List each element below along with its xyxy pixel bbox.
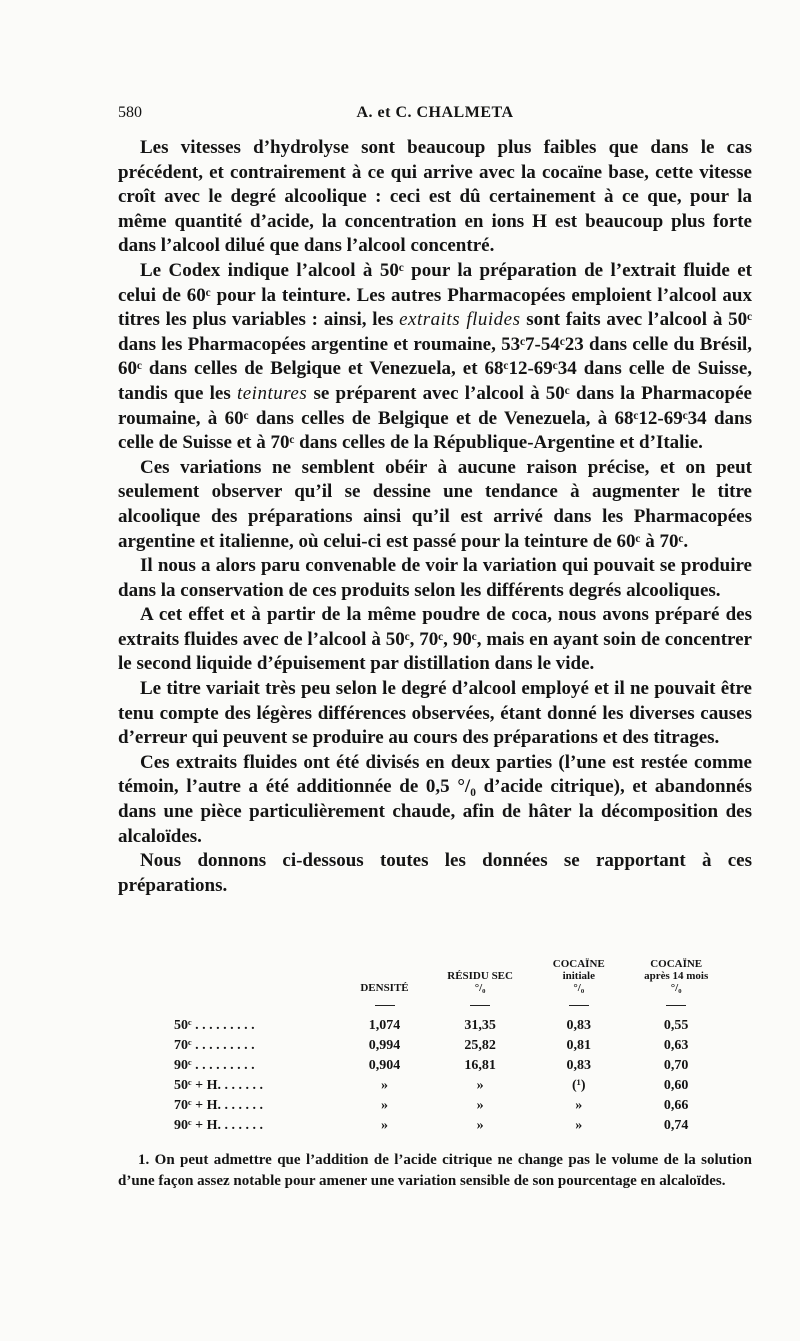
table-cell [174, 996, 344, 1016]
footnote-text: 1. On peut admettre que l’addition de l’acide citrique ne change pas le volume de la solution d’une façon assez notable pour amener une variation sensible de son pourcentage en alcaloïdes. [118, 1152, 752, 1189]
table-header-row [174, 958, 730, 996]
paragraph: Ces variations ne semblent obéir à aucune raison précise, et on peut seulement observer qu’il se dessine une tendance à augmenter le titre alcoolique des préparations ainsi qu’il est arrivé dans les Pharmacopées argentine et italienne, où celui-ci est passé pour la teinture de 60ᶜ à 70ᶜ. [118, 456, 752, 552]
table-cell: 0,994 [368, 1038, 401, 1053]
dash-rule [569, 1005, 589, 1006]
table-cell: 0,66 [663, 1098, 689, 1113]
paragraph [118, 259, 752, 456]
page-number: 580 [118, 104, 142, 121]
table-row [174, 1076, 730, 1096]
table-cell: » [476, 1118, 484, 1133]
table-header: DENSITÉ [360, 982, 409, 994]
table-cell: » [575, 1118, 583, 1133]
table-cell: » [476, 1098, 484, 1113]
table-cell: 0,904 [368, 1058, 401, 1073]
table-cell: 0,70 [663, 1058, 689, 1073]
table-row [174, 1056, 730, 1076]
footnote [118, 1150, 752, 1192]
page-header [118, 104, 752, 126]
table-cell: » [381, 1078, 388, 1093]
paragraph: Le titre variait très peu selon le degré d’alcool employé et il ne pouvait être tenu compte des légères différences observées, étant donné les diverses causes d’erreur qui peuvent se produire au cours des préparations et des titrages. [118, 678, 752, 749]
italic-term: extraits fluides [399, 309, 521, 331]
row-label: 90ᶜ . . . . . . . . . [174, 1058, 255, 1073]
table-header: COCAÏNE après 14 mois °/₀ [644, 958, 709, 994]
table-cell: » [381, 1118, 388, 1133]
table-row [174, 1036, 730, 1056]
paragraph-text: se préparent avec l’alcool à 50ᶜ dans la Pharmacopée roumaine, à 60ᶜ dans celles de Belgique et de Venezuela, à 68ᶜ12-69ᶜ34 dans celle de Suisse et à 70ᶜ dans celles de la République-Argentine et d’Italie. [118, 382, 752, 454]
table-cell: 0,60 [663, 1078, 689, 1093]
table-cell: 0,55 [663, 1018, 689, 1033]
row-label: 50ᶜ . . . . . . . . . [174, 1018, 255, 1033]
paragraph: A cet effet et à partir de la même poudre de coca, nous avons préparé des extraits fluides avec de l’alcool à 50ᶜ, 70ᶜ, 90ᶜ, mais en ayant soin de concentrer le second liquide d’épuisement par distillation dans le vide. [118, 604, 752, 675]
paragraph: Il nous a alors paru convenable de voir la variation qui pouvait se produire dans la conservation de ces produits selon les différents degrés alcooliques. [118, 555, 752, 601]
table-cell: » [575, 1098, 583, 1113]
table-cell: 0,83 [566, 1058, 592, 1073]
paragraph-text: Le Codex indique l’alcool à 50ᶜ pour la préparation de l’extrait fluide et celui de 60ᶜ pour la teinture. Les autres Pharmacopées emploient l’alcool aux titres les plus variables : ainsi, les [118, 259, 752, 331]
table-header: COCAÏNE initiale °/₀ [552, 958, 605, 994]
data-table [174, 958, 730, 1136]
table-cell: 0,83 [566, 1018, 592, 1033]
dash-rule [470, 1005, 490, 1006]
running-head: A. et C. CHALMETA [356, 104, 514, 121]
paragraph: Nous donnons ci-dessous toutes les données se rapportant à ces préparations. [118, 850, 752, 896]
paragraph-text: sont faits avec l’alcool à 50ᶜ dans les Pharmacopées argentine et roumaine, 53ᶜ7-54ᶜ23 dans celle du Brésil, 60ᶜ dans celles de Belgique et Venezuela, et 68ᶜ12-69ᶜ34 dans celle de Suisse, tandis que les [118, 309, 752, 404]
table-cell [535, 996, 622, 1016]
dash-row [174, 996, 730, 1016]
table-header-label [174, 958, 344, 996]
table-cell: (¹) [572, 1078, 586, 1093]
table-cell: 0,63 [663, 1038, 689, 1053]
table-cell: 16,81 [464, 1058, 496, 1073]
table-row [174, 1016, 730, 1036]
row-label: 90ᶜ + H. . . . . . . [174, 1118, 263, 1133]
dash-rule [666, 1005, 686, 1006]
table-cell: 0,81 [566, 1038, 592, 1053]
table-cell: 31,35 [464, 1018, 496, 1033]
body-text [118, 136, 752, 898]
table-cell: » [476, 1078, 484, 1093]
table-row [174, 1096, 730, 1116]
table-cell: 25,82 [464, 1038, 496, 1053]
table-cell [425, 996, 535, 1016]
table-row [174, 1116, 730, 1136]
table-header: RÉSIDU SEC °/₀ [447, 970, 513, 994]
row-label: 70ᶜ + H. . . . . . . [174, 1098, 263, 1113]
paragraph: Ces extraits fluides ont été divisés en deux parties (l’une est restée comme témoin, l’autre a été additionnée de 0,5 °/₀ d’acide citrique), et abandonnés dans une pièce particulièrement chaude, afin de hâter la décomposition des alcaloïdes. [118, 751, 752, 847]
table-cell [344, 996, 425, 1016]
dash-rule [375, 1005, 395, 1006]
row-label: 50ᶜ + H. . . . . . . [174, 1078, 263, 1093]
italic-term: teintures [236, 382, 308, 404]
table-cell [622, 996, 730, 1016]
table-cell: » [381, 1098, 388, 1113]
table-cell: 0,74 [663, 1118, 689, 1133]
row-label: 70ᶜ . . . . . . . . . [174, 1038, 255, 1053]
paragraph: Les vitesses d’hydrolyse sont beaucoup plus faibles que dans le cas précédent, et contrairement à ce qui arrive avec la cocaïne base, cette vitesse croît avec le degré alcoolique : ceci est dû certainement à ce que, pour la même quantité d’acide, la concentration en ions H est beaucoup plus forte dans l’alcool dilué que dans l’alcool concentré. [118, 137, 752, 257]
table-cell: 1,074 [368, 1018, 401, 1033]
